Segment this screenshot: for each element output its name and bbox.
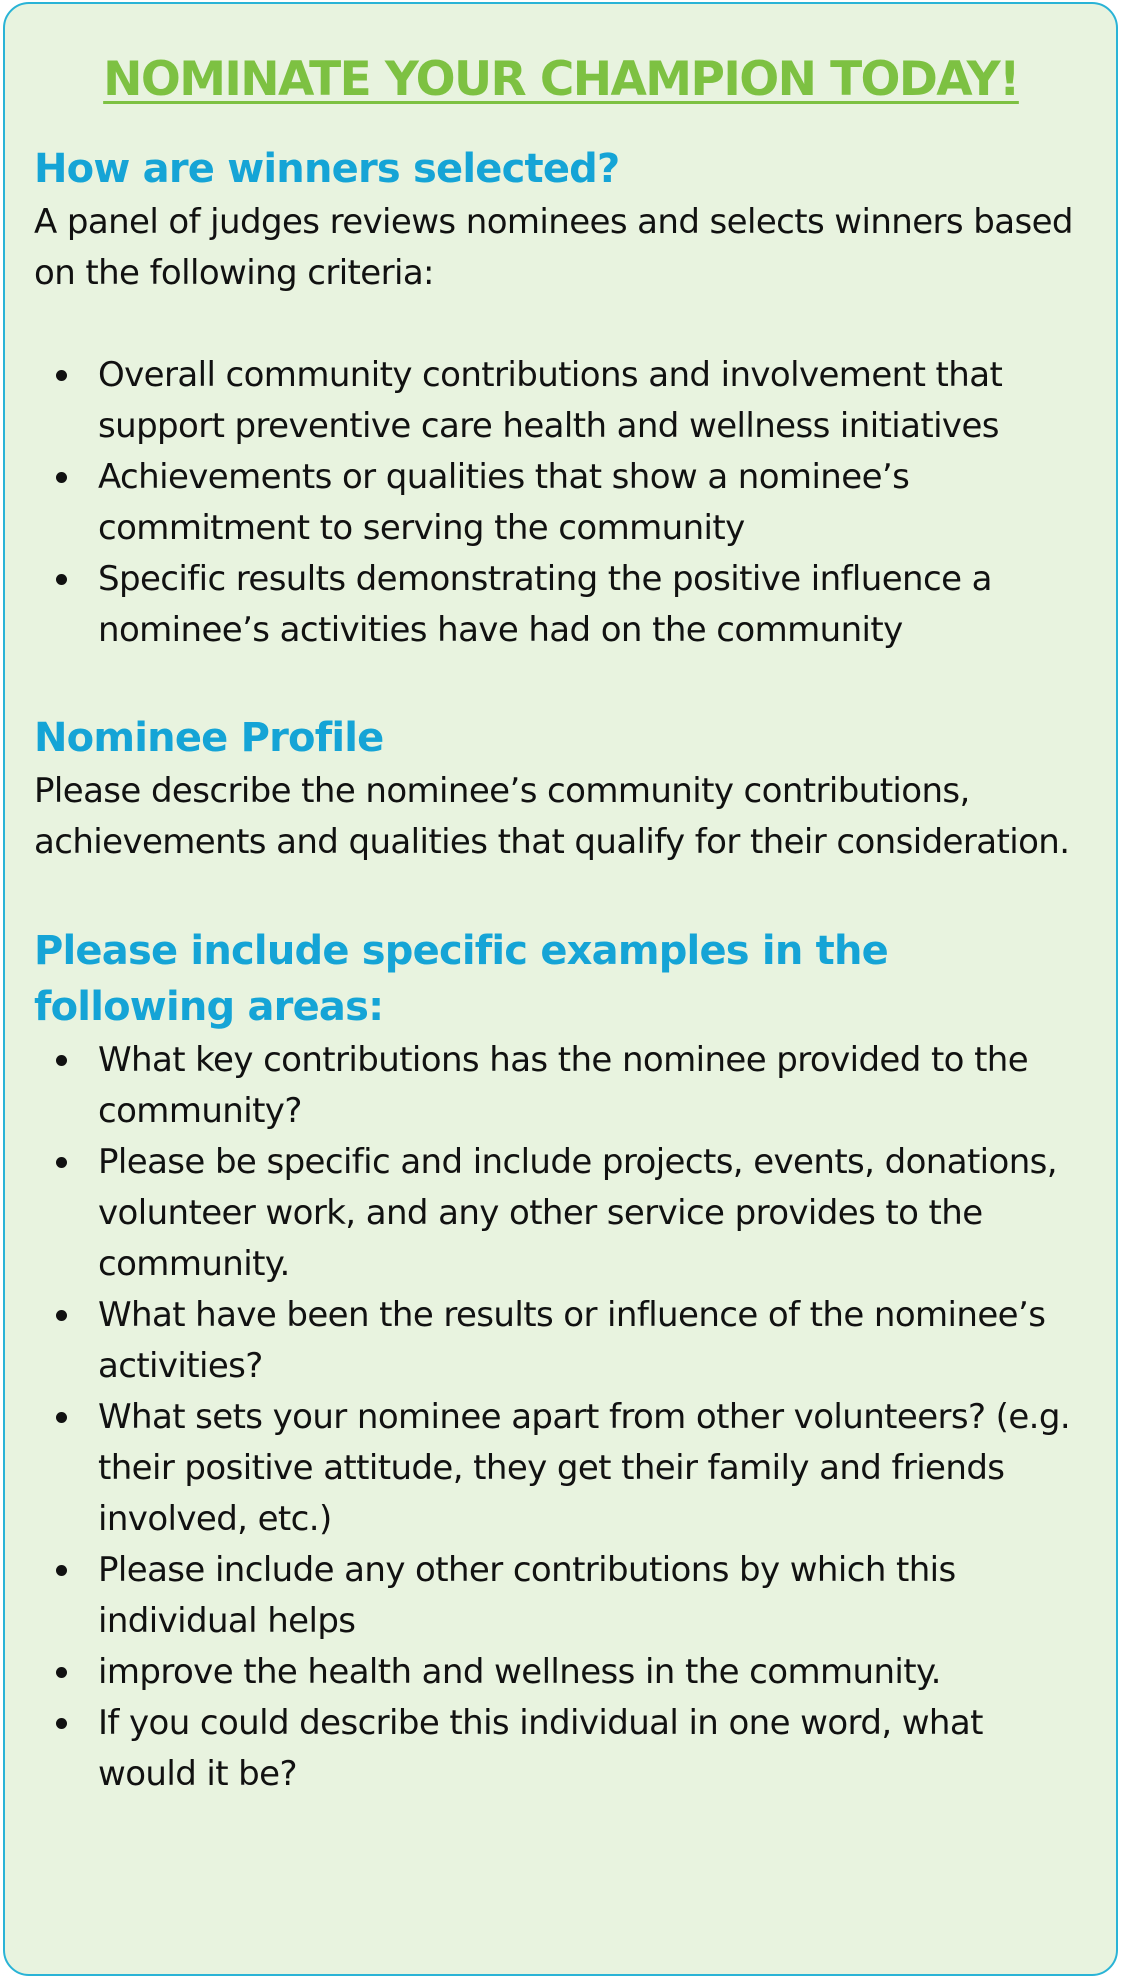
list-item: [34, 1647, 1088, 1698]
example-text: If you could describe this individual in one word, what would it be?: [98, 1703, 983, 1794]
bullet-icon: [56, 1412, 67, 1423]
bullet-icon: [56, 370, 67, 381]
selection-heading: How are winners selected?: [34, 146, 620, 192]
bullet-icon: [56, 1565, 67, 1576]
example-text: Please be specific and include projects, events, donations, volunteer work, and any other service provides to the community.: [98, 1142, 1058, 1284]
criteria-text: Specific results demonstrating the positive influence a nominee’s activities have had on the community: [98, 559, 992, 650]
examples-heading: Please include specific examples in the following areas:: [34, 928, 888, 1030]
list-item: [34, 1545, 1088, 1647]
bullet-icon: [56, 1157, 67, 1168]
page-title: NOMINATE YOUR CHAMPION TODAY!: [103, 52, 1019, 107]
bullet-icon: [56, 1055, 67, 1066]
selection-intro: A panel of judges reviews nominees and selects winners based on the following criteria:: [34, 202, 1073, 293]
bullet-icon: [56, 1718, 67, 1729]
example-text: What key contributions has the nominee provided to the community?: [98, 1040, 1029, 1131]
criteria-text: Achievements or qualities that show a nominee’s commitment to serving the community: [98, 457, 910, 548]
bullet-icon: [56, 574, 67, 585]
example-text: What have been the results or influence of the nominee’s activities?: [98, 1295, 1046, 1386]
criteria-list: [34, 350, 1088, 656]
bullet-icon: [56, 1310, 67, 1321]
list-item: [34, 1137, 1088, 1290]
profile-heading: Nominee Profile: [34, 715, 384, 761]
bullet-icon: [56, 1667, 67, 1678]
bullet-icon: [56, 472, 67, 483]
example-text: improve the health and wellness in the community.: [98, 1652, 941, 1692]
profile-text: Please describe the nominee’s community contributions, achievements and qualities that qualify for their consideration.: [34, 771, 1070, 862]
list-item: [34, 1035, 1088, 1137]
criteria-text: Overall community contributions and involvement that support preventive care health and wellness initiatives: [98, 355, 1003, 446]
list-item: [34, 1698, 1088, 1800]
example-text: Please include any other contributions by which this individual helps: [98, 1550, 956, 1641]
nomination-card: [3, 2, 1118, 1976]
list-item: [34, 350, 1088, 452]
list-item: [34, 554, 1088, 656]
list-item: [34, 452, 1088, 554]
examples-list: [34, 1035, 1088, 1800]
list-item: [34, 1290, 1088, 1392]
list-item: [34, 1392, 1088, 1545]
example-text: What sets your nominee apart from other volunteers? (e.g. their positive attitude, they get their family and friends involved, etc.): [98, 1397, 1071, 1539]
